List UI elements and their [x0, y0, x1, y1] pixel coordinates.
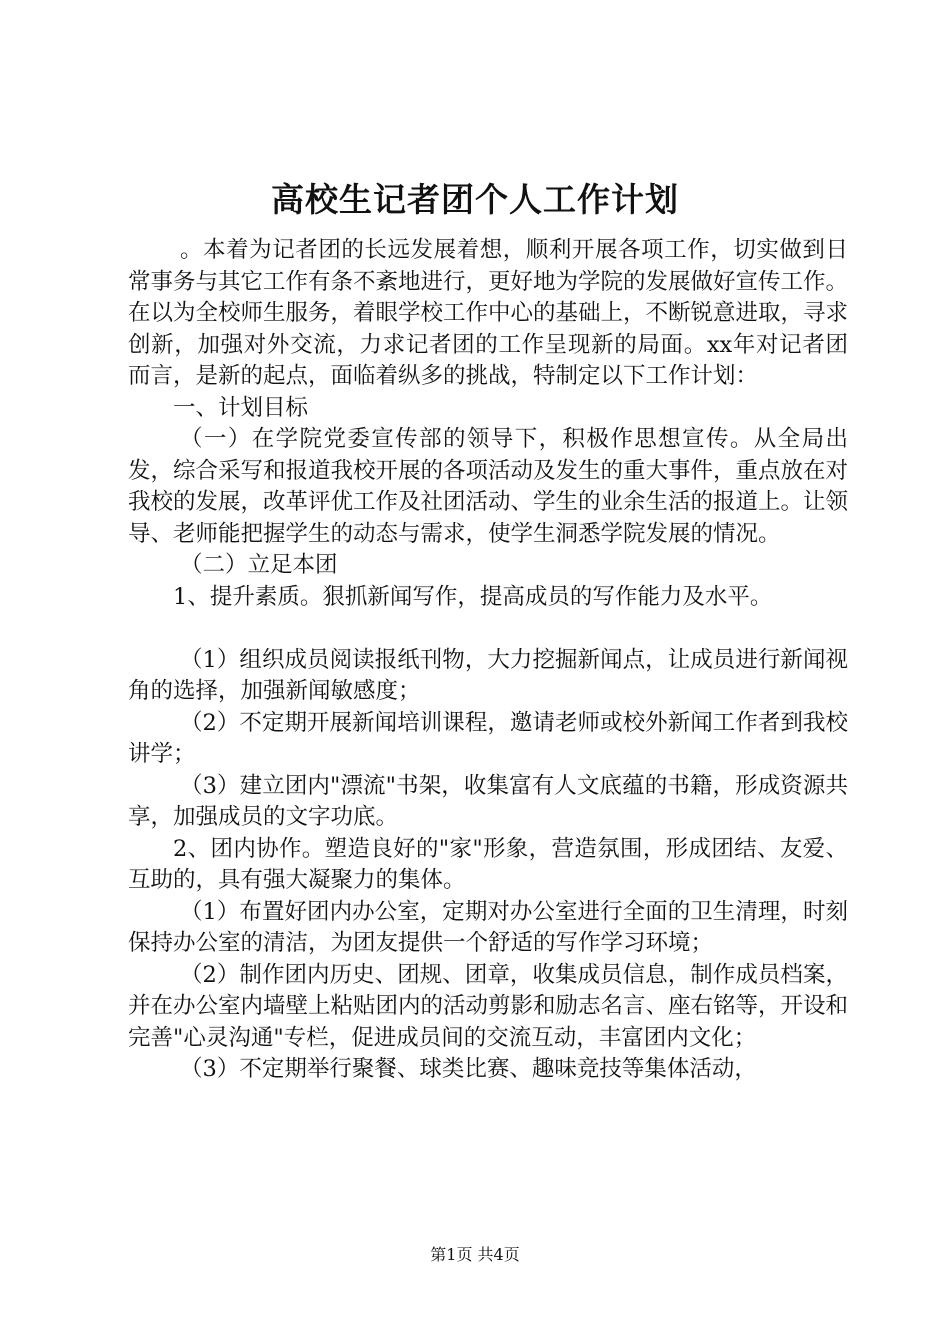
- paragraph: （2）制作团内历史、团规、团章，收集成员信息，制作成员档案，并在办公室内墙壁上粘贴团内的活动剪影和励志名言、座右铭等，开设和完善"心灵沟通"专栏，促进成员间的交流互动，丰富团内文化；: [128, 961, 849, 1051]
- paragraph: 2、团内协作。塑造良好的"家"形象，营造氛围，形成团结、友爱、互助的，具有强大凝聚力的集体。: [128, 835, 848, 893]
- paragraph: 。本着为记者团的长远发展着想，顺利开展各项工作，切实做到日常事务与其它工作有条不紊地进行，更好地为学院的发展做好宣传工作。在以为全校师生服务，着眼学校工作中心的基础上，不断锐意进取，寻求创新，加强对外交流，力求记者团的工作呈现新的局面。xx年对记者团而言，是新的起点，面临着纵多的挑战，特制定以下工作计划：: [128, 237, 849, 389]
- paragraph: （二）立足本团: [180, 552, 338, 578]
- blank-line: [128, 613, 848, 645]
- document-body: [128, 235, 848, 1086]
- paragraph: （1）组织成员阅读报纸刊物，大力挖掘新闻点，让成员进行新闻视角的选择，加强新闻敏感度；: [128, 646, 848, 704]
- paragraph: 1、提升素质。狠抓新闻写作，提高成员的写作能力及水平。: [173, 583, 773, 610]
- paragraph: （一）在学院党委宣传部的领导下，积极作思想宣传。从全局出发，综合采写和报道我校开展的各项活动及发生的重大事件，重点放在对我校的发展，改革评优工作及社团活动、学生的业余生活的报道上。让领导、老师能把握学生的动态与需求，使学生洞悉学院发展的情况。: [128, 426, 849, 547]
- paragraph: 一、计划目标: [173, 394, 309, 421]
- page-footer: 第1页 共4页: [430, 1245, 520, 1264]
- document-title: 高校生记者团个人工作计划: [271, 180, 679, 219]
- paragraph: （2）不定期开展新闻培训课程，邀请老师或校外新闻工作者到我校讲学；: [128, 709, 848, 767]
- paragraph: （3）建立团内"漂流"书架，收集富有人文底蕴的书籍，形成资源共享，加强成员的文字功底。: [128, 772, 848, 830]
- paragraph: （3）不定期举行聚餐、球类比赛、趣味竞技等集体活动，: [180, 1056, 757, 1082]
- paragraph: （1）布置好团内办公室，定期对办公室进行全面的卫生清理，时刻保持办公室的清洁，为团友提供一个舒适的写作学习环境；: [128, 898, 848, 956]
